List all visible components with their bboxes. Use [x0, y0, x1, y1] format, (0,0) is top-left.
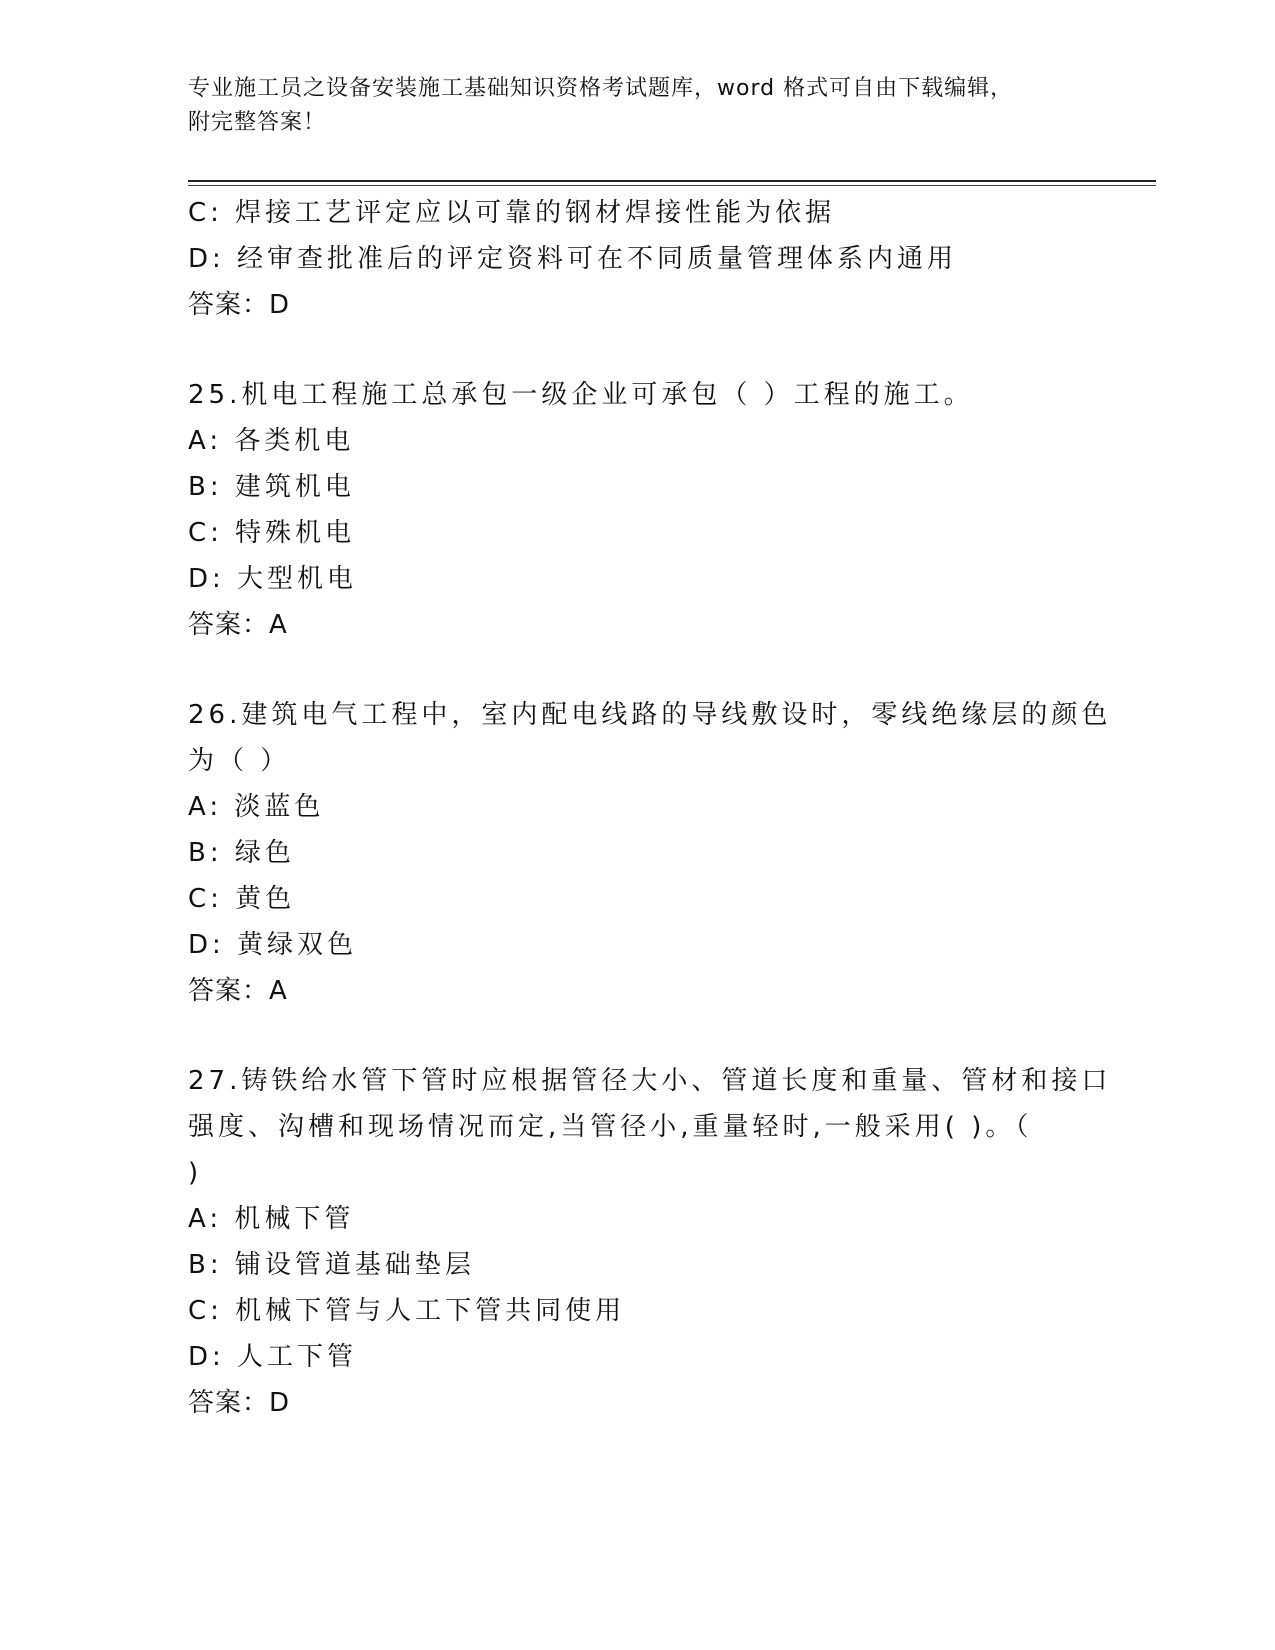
option-d: D: 经审查批准后的评定资料可在不同质量管理体系内通用	[188, 244, 958, 274]
option-c: C: 特殊机电	[188, 518, 356, 548]
option-c: C: 黄色	[188, 884, 296, 914]
option-a: A: 各类机电	[188, 426, 355, 456]
option-b: B: 绿色	[188, 838, 295, 868]
question-25	[188, 372, 1088, 648]
option-d: D: 黄绿双色	[188, 930, 358, 960]
spacer	[188, 328, 1088, 372]
answer-line: 答案：A	[188, 976, 288, 1006]
question-text-line: 强度、沟槽和现场情况而定,当管径小,重量轻时,一般采用( )。（	[188, 1112, 1033, 1142]
spacer	[188, 1014, 1088, 1058]
header-divider-thin	[188, 185, 1156, 186]
option-a: A: 淡蓝色	[188, 792, 325, 822]
header-divider-thick	[188, 180, 1156, 182]
question-27	[188, 1058, 1112, 1426]
question-text-line: 为（ ）	[188, 746, 291, 776]
answer-line: 答案：D	[188, 290, 291, 320]
option-b: B: 建筑机电	[188, 472, 355, 502]
header-line-2: 附完整答案！	[188, 110, 327, 135]
question-text-line: )	[188, 1158, 203, 1188]
answer-line: 答案：A	[188, 610, 288, 640]
spacer	[188, 648, 1088, 692]
option-b: B: 铺设管道基础垫层	[188, 1250, 475, 1280]
option-c: C: 焊接工艺评定应以可靠的钢材焊接性能为依据	[188, 198, 836, 228]
option-d: D: 人工下管	[188, 1342, 358, 1372]
header-line-1: 专业施工员之设备安装施工基础知识资格考试题库，word 格式可自由下载编辑，	[188, 76, 1014, 101]
question-26	[188, 692, 1112, 1014]
document-header	[188, 72, 1068, 140]
previous-question-tail	[188, 190, 1088, 328]
option-d: D: 大型机电	[188, 564, 358, 594]
question-text-line: 27.铸铁给水管下管时应根据管径大小、管道长度和重量、管材和接口	[188, 1066, 1112, 1096]
question-text-line: 25.机电工程施工总承包一级企业可承包（ ）工程的施工。	[188, 380, 974, 410]
option-a: A: 机械下管	[188, 1204, 355, 1234]
option-c: C: 机械下管与人工下管共同使用	[188, 1296, 626, 1326]
answer-line: 答案：D	[188, 1388, 291, 1418]
question-content	[188, 190, 1112, 1426]
question-text-line: 26.建筑电气工程中，室内配电线路的导线敷设时，零线绝缘层的颜色	[188, 700, 1112, 730]
